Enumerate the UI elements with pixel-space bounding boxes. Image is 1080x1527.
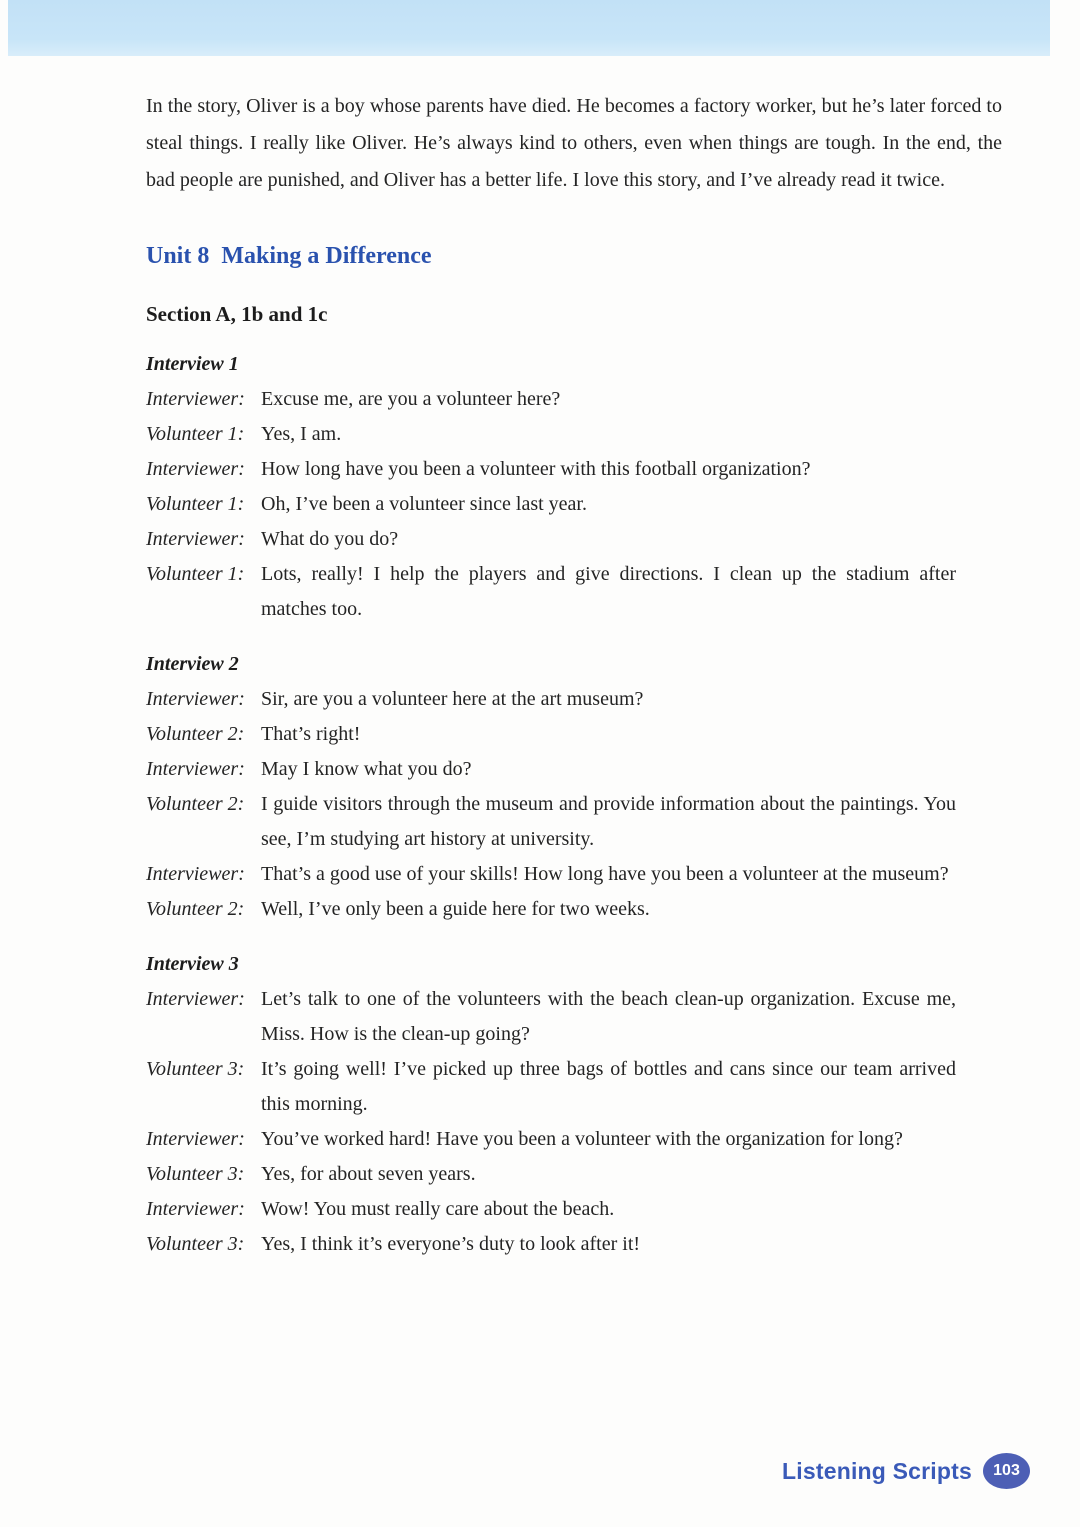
speaker-label: Volunteer 2: <box>146 898 245 920</box>
speaker-label: Interviewer: <box>146 388 245 410</box>
page-content <box>146 88 1002 1262</box>
interview-title: Interview 2 <box>146 653 239 675</box>
dialogue-text: That’s right! <box>261 723 361 745</box>
dialogue-row <box>146 452 1002 487</box>
dialogue-text: Well, I’ve only been a guide here for two weeks. <box>261 898 650 920</box>
speaker-label: Volunteer 1: <box>146 493 245 515</box>
dialogue-text: I guide visitors through the museum and provide information about the paintings. You see, I’m studying art history at university. <box>261 793 956 850</box>
speaker-label: Interviewer: <box>146 1198 245 1220</box>
speaker-label: Volunteer 3: <box>146 1233 245 1255</box>
speaker-label: Interviewer: <box>146 863 245 885</box>
speaker-label: Volunteer 2: <box>146 723 245 745</box>
speaker-label: Volunteer 1: <box>146 423 245 445</box>
interview-title: Interview 3 <box>146 953 239 975</box>
dialogue-text: How long have you been a volunteer with this football organization? <box>261 458 811 480</box>
dialogue-row <box>146 557 1002 627</box>
speaker-label: Interviewer: <box>146 1128 245 1150</box>
dialogue-text: Sir, are you a volunteer here at the art museum? <box>261 688 644 710</box>
dialogue-row <box>146 752 1002 787</box>
speaker-label: Volunteer 1: <box>146 563 245 585</box>
interview-block-1 <box>146 353 1002 627</box>
speaker-label: Interviewer: <box>146 528 245 550</box>
header-band <box>8 0 1050 56</box>
dialogue-text: May I know what you do? <box>261 758 472 780</box>
speaker-label: Volunteer 3: <box>146 1058 245 1080</box>
speaker-label: Interviewer: <box>146 758 245 780</box>
speaker-label: Interviewer: <box>146 688 245 710</box>
section-heading: Section A, 1b and 1c <box>146 302 328 326</box>
dialogue-row <box>146 892 1002 927</box>
dialogue-text: What do you do? <box>261 528 399 550</box>
speaker-label: Volunteer 3: <box>146 1163 245 1185</box>
dialogue-text: Let’s talk to one of the volunteers with the beach clean-up organization. Excuse me, Miss. How is the clean-up going? <box>261 988 956 1045</box>
interview-block-3 <box>146 953 1002 1262</box>
interview-block-2 <box>146 653 1002 927</box>
dialogue-text: Yes, I think it’s everyone’s duty to look after it! <box>261 1233 641 1255</box>
dialogue-text: Lots, really! I help the players and give directions. I clean up the stadium after matches too. <box>261 563 956 620</box>
page-number-badge: 103 <box>983 1453 1030 1489</box>
intro-paragraph: In the story, Oliver is a boy whose parents have died. He becomes a factory worker, but he’s later forced to steal things. I really like Oliver. He’s always kind to others, even when things are tough. In the end, the bad people are punished, and Oliver has a better life. I love this story, and I’ve already read it twice. <box>146 95 1002 191</box>
dialogue-row <box>146 487 1002 522</box>
dialogue-row <box>146 382 1002 417</box>
dialogue-row <box>146 1052 1002 1122</box>
dialogue-row <box>146 982 1002 1052</box>
dialogue-row <box>146 1227 1002 1262</box>
page-footer <box>782 1453 1030 1489</box>
dialogue-row <box>146 522 1002 557</box>
speaker-label: Interviewer: <box>146 988 245 1010</box>
dialogue-row <box>146 417 1002 452</box>
dialogue-row <box>146 857 1002 892</box>
dialogue-text: You’ve worked hard! Have you been a volunteer with the organization for long? <box>261 1128 903 1150</box>
dialogue-text: Yes, I am. <box>261 423 342 445</box>
dialogue-text: Oh, I’ve been a volunteer since last year. <box>261 493 587 515</box>
dialogue-row <box>146 1157 1002 1192</box>
dialogue-row <box>146 787 1002 857</box>
speaker-label: Interviewer: <box>146 458 245 480</box>
speaker-label: Volunteer 2: <box>146 793 245 815</box>
dialogue-row <box>146 1192 1002 1227</box>
dialogue-row <box>146 717 1002 752</box>
dialogue-text: Excuse me, are you a volunteer here? <box>261 388 561 410</box>
dialogue-text: That’s a good use of your skills! How long have you been a volunteer at the museum? <box>261 863 949 885</box>
dialogue-text: Yes, for about seven years. <box>261 1163 476 1185</box>
dialogue-text: Wow! You must really care about the beach. <box>261 1198 615 1220</box>
dialogue-text: It’s going well! I’ve picked up three bags of bottles and cans since our team arrived this morning. <box>261 1058 956 1115</box>
unit-heading: Unit 8 Making a Difference <box>146 243 432 269</box>
interview-title: Interview 1 <box>146 353 239 375</box>
footer-section-label: Listening Scripts <box>782 1457 972 1484</box>
dialogue-row <box>146 1122 1002 1157</box>
dialogue-row <box>146 682 1002 717</box>
